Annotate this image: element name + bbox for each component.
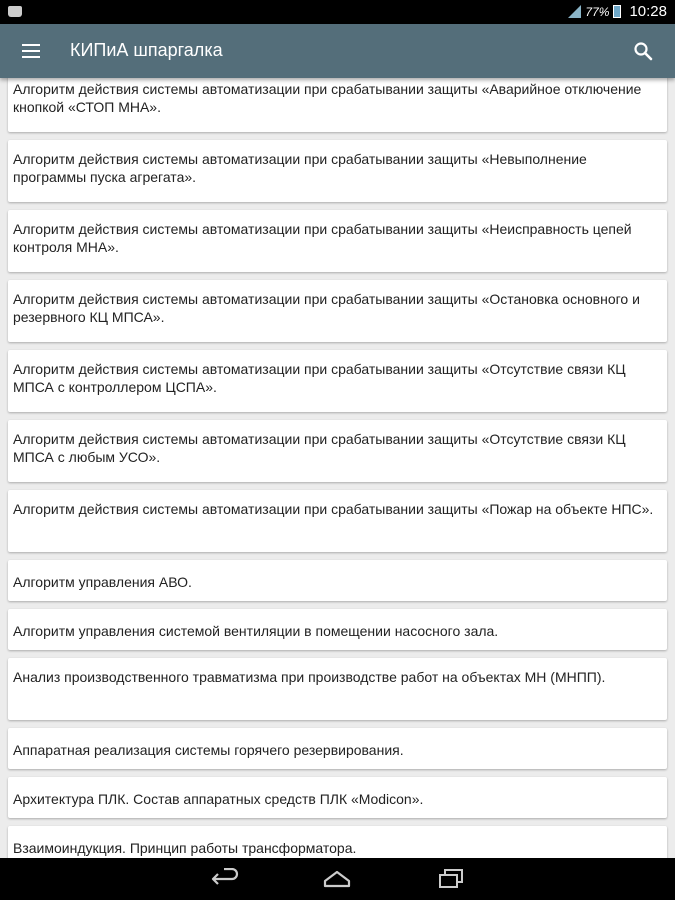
status-indicators — [568, 3, 667, 20]
list-item[interactable] — [8, 658, 667, 720]
list-item[interactable] — [8, 210, 667, 272]
topic-list — [0, 78, 675, 858]
signal-icon — [568, 5, 581, 18]
list-item-text: Архитектура ПЛК. Состав аппаратных средств ПЛК «Modicon». — [13, 791, 424, 807]
list-item[interactable] — [8, 560, 667, 601]
list-item-text: Аппаратная реализация системы горячего резервирования. — [13, 742, 404, 758]
list-item[interactable] — [8, 777, 667, 818]
list-item[interactable] — [8, 78, 667, 132]
home-icon[interactable] — [322, 868, 352, 890]
hamburger-icon[interactable] — [22, 44, 40, 58]
list-item[interactable] — [8, 490, 667, 552]
list-item[interactable] — [8, 140, 667, 202]
recents-icon[interactable] — [436, 868, 466, 890]
search-icon[interactable] — [633, 41, 653, 61]
list-item[interactable] — [8, 280, 667, 342]
clock: 10:28 — [629, 3, 667, 20]
list-item[interactable] — [8, 609, 667, 650]
battery-percent: 77% — [585, 4, 610, 19]
back-icon[interactable] — [210, 868, 240, 890]
list-item-text: Алгоритм действия системы автоматизации при срабатывании защиты «Отсутствие связи КЦ МПСА с любым УСО». — [13, 431, 626, 465]
list-item[interactable] — [8, 350, 667, 412]
navigation-bar — [0, 858, 675, 900]
list-item-text: Алгоритм действия системы автоматизации при срабатывании защиты «Отсутствие связи КЦ МПСА с контроллером ЦСПА». — [13, 361, 626, 395]
list-item[interactable] — [8, 826, 667, 858]
list-item-text: Алгоритм управления АВО. — [13, 574, 192, 590]
list-item[interactable] — [8, 728, 667, 769]
list-item-text: Анализ производственного травматизма при производстве работ на объектах МН (МНПП). — [13, 669, 606, 685]
app-title: КИПиА шпаргалка — [70, 40, 223, 60]
notification-icon — [8, 6, 22, 17]
list-item-text: Взаимоиндукция. Принцип работы трансформатора. — [13, 840, 357, 856]
app-toolbar — [0, 24, 675, 78]
list-item-text: Алгоритм действия системы автоматизации при срабатывании защиты «Невыполнение программы пуска агрегата». — [13, 151, 587, 185]
list-item[interactable] — [8, 420, 667, 482]
list-item-text: Алгоритм действия системы автоматизации при срабатывании защиты «Неисправность цепей контроля МНА». — [13, 221, 632, 255]
list-item-text: Алгоритм управления системой вентиляции в помещении насосного зала. — [13, 623, 499, 639]
status-bar — [0, 0, 675, 24]
list-item-text: Алгоритм действия системы автоматизации при срабатывании защиты «Остановка основного и резервного КЦ МПСА». — [13, 291, 640, 325]
battery-icon — [613, 5, 621, 18]
topic-list-container[interactable] — [0, 78, 675, 858]
list-item-text: Алгоритм действия системы автоматизации при срабатывании защиты «Пожар на объекте НПС». — [13, 501, 654, 517]
list-item-text: Алгоритм действия системы автоматизации при срабатывании защиты «Аварийное отключение кнопкой «СТОП МНА». — [13, 81, 642, 115]
